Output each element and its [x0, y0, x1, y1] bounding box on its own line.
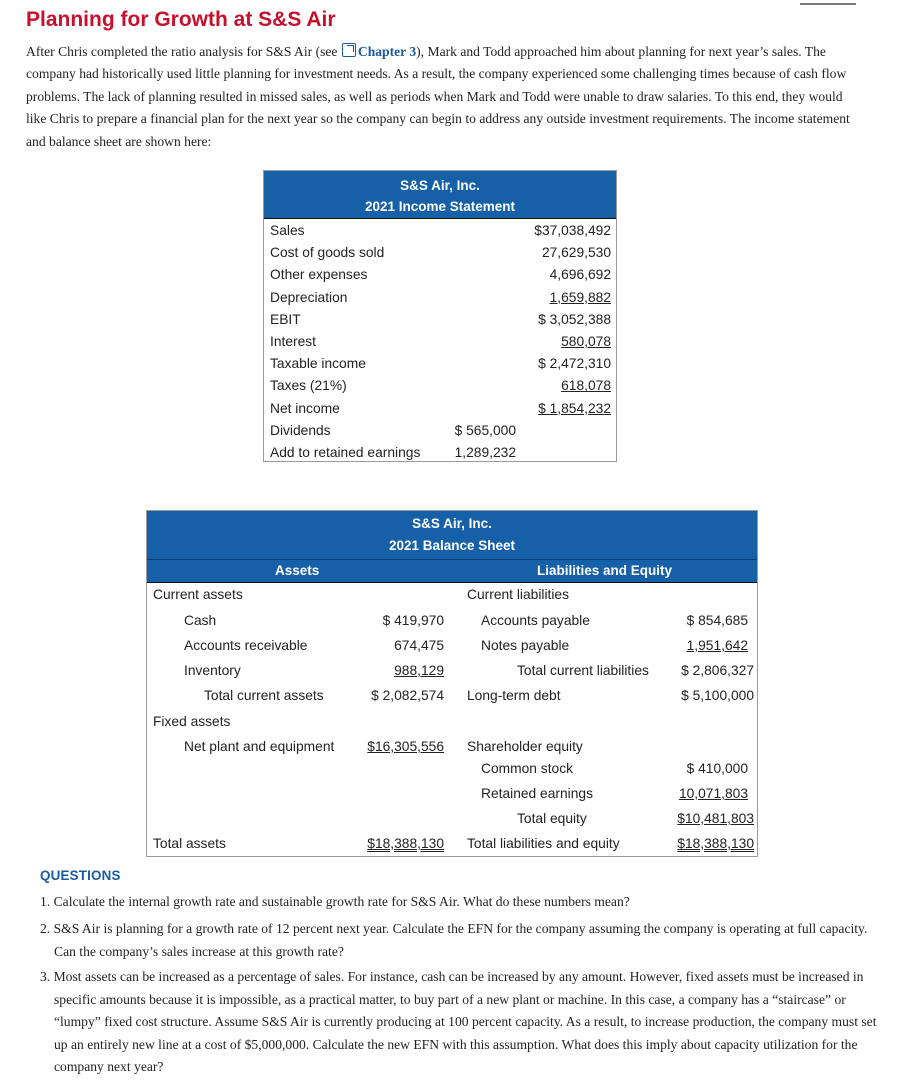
- notes-payable-value: 1,951,642: [686, 638, 748, 653]
- income-row-label: Sales: [270, 223, 305, 238]
- total-current-assets-label: Total current assets: [204, 688, 324, 703]
- common-stock-value: $ 410,000: [686, 761, 748, 776]
- income-row: [264, 331, 616, 353]
- inventory-label: Inventory: [184, 663, 241, 678]
- long-term-debt-value: $ 5,100,000: [681, 688, 754, 703]
- question-1: 1. Calculate the internal growth rate and sustainable growth rate for S&S Air. What do these numbers mean?: [40, 894, 630, 909]
- income-row: [264, 420, 616, 442]
- total-equity-label: Total equity: [517, 811, 587, 826]
- question-2: 2. S&S Air is planning for a growth rate of 12 percent next year. Calculate the EFN for the company assuming the company is operating at full capacity. Can the company’s sales increase at this growth rate?: [40, 921, 868, 959]
- net-plant-value: $16,305,556: [367, 739, 444, 754]
- retained-earnings-value: 10,071,803: [678, 786, 748, 801]
- balance-sheet-column-headers: [147, 559, 757, 583]
- liabilities-equity-header: Liabilities and Equity: [537, 563, 673, 578]
- income-row-label: Net income: [270, 400, 340, 416]
- net-plant-label: Net plant and equipment: [184, 739, 335, 754]
- income-row-value: $ 2,472,310: [538, 356, 611, 372]
- income-row-subvalue: $ 565,000: [454, 422, 516, 438]
- current-liabilities-label: Current liabilities: [467, 587, 569, 602]
- long-term-debt-label: Long-term debt: [467, 688, 561, 703]
- income-row-label: Cost of goods sold: [270, 245, 385, 261]
- total-liabilities-equity-label: Total liabilities and equity: [467, 836, 620, 851]
- intro-text-rest: ), Mark and Todd approached him about planning for next year’s sales. The company had historically used little planning for investment needs. As a result, the company experienced some challenging times because of cash flow problems. The lack of planning resulted in missed sales, as well as periods when Mark and Todd were unable to draw salaries. To this end, they would like Chris to prepare a financial plan for the next year so the company can begin to address any outside investment requirements. The income statement and balance sheet are shown here:: [26, 44, 850, 149]
- income-row: [264, 264, 616, 286]
- balance-sheet-header: [147, 511, 757, 559]
- external-link-icon[interactable]: [342, 43, 356, 57]
- income-row-value: 580,078: [561, 334, 611, 349]
- balance-company-name: S&S Air, Inc.: [412, 516, 492, 531]
- income-row: [264, 309, 616, 331]
- total-current-assets-value: $ 2,082,574: [371, 688, 444, 703]
- intro-text-start: After Chris completed the ratio analysis for S&S Air (see: [26, 44, 338, 59]
- income-row-value: 4,696,692: [549, 267, 611, 283]
- accounts-payable-value: $ 854,685: [686, 613, 748, 628]
- income-statement-header: [264, 171, 616, 219]
- total-assets-label: Total assets: [153, 836, 226, 851]
- income-row-label: Add to retained earnings: [270, 445, 421, 460]
- income-row-value: $ 3,052,388: [538, 311, 611, 327]
- income-row: [264, 353, 616, 375]
- income-row-label: Taxes (21%): [270, 378, 347, 394]
- income-statement-title: 2021 Income Statement: [364, 199, 516, 214]
- income-statement-table: [263, 170, 617, 462]
- accounts-payable-label: Accounts payable: [481, 613, 590, 628]
- income-row-label: EBIT: [270, 311, 301, 327]
- total-liabilities-equity-value: $18,388,130: [677, 836, 754, 851]
- total-current-liabilities-label: Total current liabilities: [517, 663, 649, 678]
- top-rule-divider: [800, 3, 856, 5]
- chapter-3-link[interactable]: Chapter 3: [357, 44, 417, 59]
- income-row-value: $37,038,492: [534, 223, 611, 238]
- income-row: [264, 442, 616, 464]
- receivables-label: Accounts receivable: [184, 638, 308, 653]
- total-current-liabilities-value: $ 2,806,327: [681, 663, 754, 678]
- question-3: 3. Most assets can be increased as a percentage of sales. For instance, cash can be increased by any amount. However, fixed assets must be increased in specific amounts because it is impossible, as a practical matter, to buy part of a new plant or machine. In this case, a company has a “staircase” or “lumpy” fixed cost structure. Assume S&S Air is currently producing at 100 percent capacity. As a result, to increase production, the company must set up an entirely new line at a cost of $5,000,000. Calculate the new EFN with this assumption. What does this imply about capacity utilization for the company next year?: [40, 969, 877, 1075]
- income-row-label: Interest: [270, 334, 317, 349]
- inventory-value: 988,129: [394, 663, 444, 678]
- fixed-assets-label: Fixed assets: [153, 714, 231, 729]
- income-company-name: S&S Air, Inc.: [400, 178, 480, 193]
- balance-sheet-title: 2021 Balance Sheet: [388, 538, 516, 553]
- income-row-label: Dividends: [270, 422, 331, 438]
- assets-header: Assets: [275, 563, 320, 578]
- balance-sheet-table: [146, 510, 758, 857]
- income-row: [264, 242, 616, 264]
- income-row-value: 618,078: [561, 378, 611, 394]
- receivables-value: 674,475: [394, 638, 444, 653]
- income-row-label: Taxable income: [270, 356, 366, 372]
- retained-earnings-label: Retained earnings: [481, 786, 593, 801]
- cash-value: $ 419,970: [382, 613, 444, 628]
- income-row-label: Other expenses: [270, 267, 368, 283]
- income-row: [264, 398, 616, 420]
- income-row-value: 27,629,530: [541, 245, 611, 261]
- income-row: [264, 220, 616, 242]
- income-row: [264, 287, 616, 309]
- intro-paragraph: [26, 41, 866, 153]
- total-equity-value: $10,481,803: [677, 811, 754, 826]
- page-title: Planning for Growth at S&S Air: [26, 8, 336, 31]
- income-row: [264, 375, 616, 397]
- questions-heading: QUESTIONS: [40, 868, 121, 883]
- income-row-label: Depreciation: [270, 289, 348, 305]
- income-row-value: $ 1,854,232: [538, 400, 611, 416]
- cash-label: Cash: [184, 613, 217, 628]
- common-stock-label: Common stock: [481, 761, 574, 776]
- current-assets-label: Current assets: [153, 587, 243, 602]
- shareholder-equity-label: Shareholder equity: [467, 739, 583, 754]
- total-assets-value: $18,388,130: [367, 836, 444, 851]
- income-row-value: 1,659,882: [549, 289, 611, 305]
- income-row-subvalue: 1,289,232: [454, 445, 516, 460]
- notes-payable-label: Notes payable: [481, 638, 570, 653]
